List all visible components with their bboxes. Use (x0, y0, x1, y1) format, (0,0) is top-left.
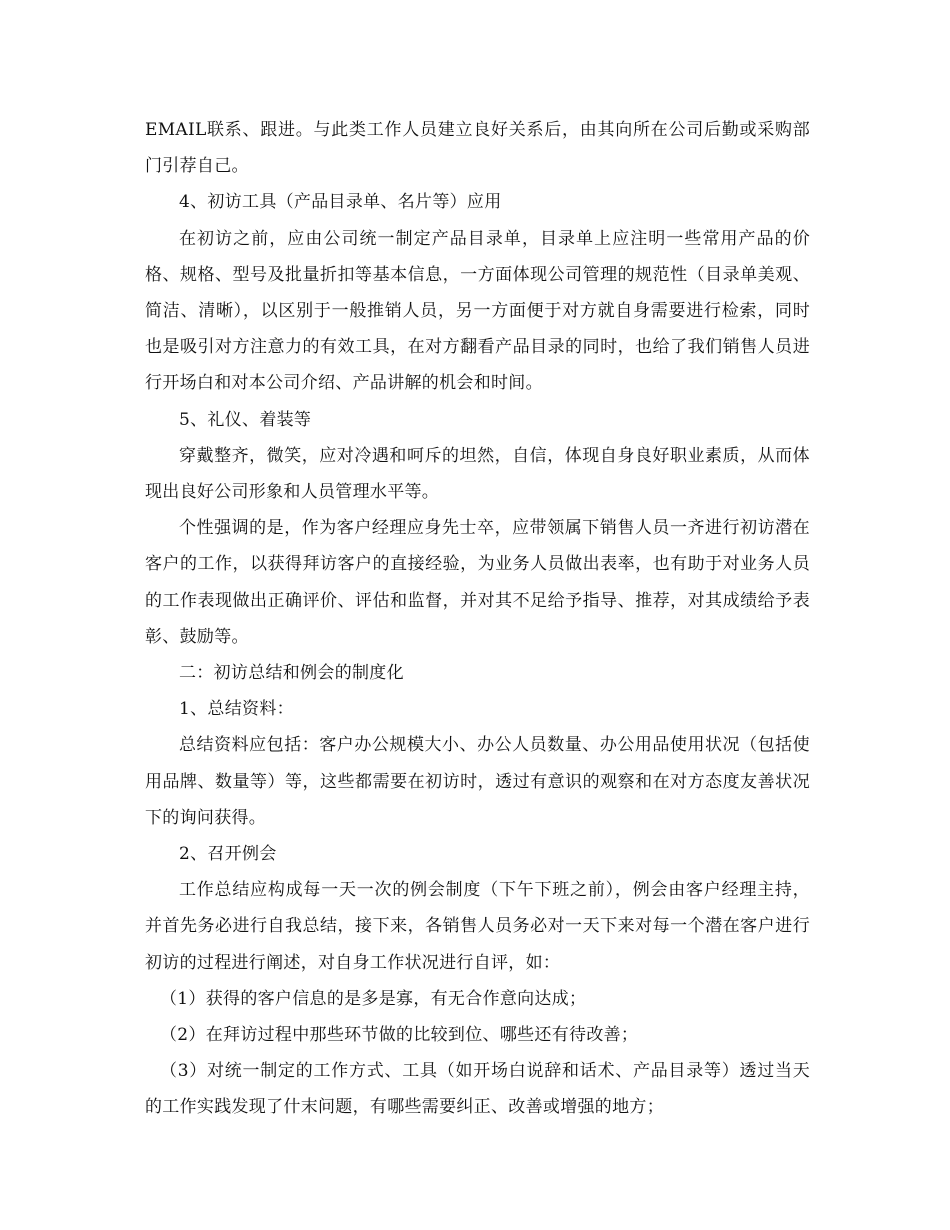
paragraph-manager-lead: 个性强调的是，作为客户经理应身先士卒，应带领属下销售人员一齐进行初访潜在客户的工作，以获得拜访客户的直接经验，为业务人员做出表率，也有助于对业务人员的工作表现做出正确评价、评估和监督，并对其不足给予指导、推荐，对其成绩给予表彰、鼓励等。 (145, 518, 810, 647)
heading-summary-materials: 1、总结资料： (179, 699, 294, 720)
heading-summary-meeting-system: 二：初访总结和例会的制度化 (179, 663, 404, 684)
document-body (145, 112, 810, 1126)
heading-etiquette-dress: 5、礼仪、着装等 (179, 409, 312, 430)
paragraph-daily-meeting: 工作总结应构成每一天一次的例会制度（下午下班之前），例会由客户经理主持，并首先务必进行自我总结，接下来，各销售人员务必对一天下来对每一个潜在客户进行初访的过程进行阐述，对自身工作状况进行自评，如： (145, 880, 810, 973)
list-item-2: （2）在拜访过程中那些环节做的比较到位、哪些还有待改善； (160, 1025, 639, 1046)
list-item-3: （3）对统一制定的工作方式、工具（如开场白说辞和话术、产品目录等）透过当天的工作实践发现了什末问题，有哪些需要纠正、改善或增强的地方； (145, 1061, 810, 1118)
heading-initial-visit-tools: 4、初访工具（产品目录单、名片等）应用 (179, 192, 502, 213)
paragraph-dress-smile: 穿戴整齐，微笑，应对冷遇和呵斥的坦然，自信，体现自身良好职业素质，从而体现出良好公司形象和人员管理水平等。 (145, 445, 810, 503)
list-item-1: （1）获得的客户信息的是多是寡，有无合作意向达成； (160, 988, 587, 1009)
paragraph-email-followup: EMAIL联系、跟进。与此类工作人员建立良好关系后，由其向所在公司后勤或采购部门引荐自己。 (145, 120, 810, 177)
paragraph-summary-contents: 总结资料应包括：客户办公规模大小、办公人员数量、办公用品使用状况（包括使用品牌、数量等）等，这些都需要在初访时，透过有意识的观察和在对方态度友善状况下的询问获得。 (145, 735, 810, 828)
paragraph-product-catalog: 在初访之前，应由公司统一制定产品目录单，目录单上应注明一些常用产品的价格、规格、型号及批量折扣等基本信息，一方面体现公司管理的规范性（目录单美观、简洁、清晰），以区别于一般推销人员，另一方面便于对方就自身需要进行检索，同时也是吸引对方注意力的有效工具，在对方翻看产品目录的同时，也给了我们销售人员进行开场白和对本公司介绍、产品讲解的机会和时间。 (145, 228, 810, 394)
heading-hold-meeting: 2、召开例会 (179, 844, 277, 865)
